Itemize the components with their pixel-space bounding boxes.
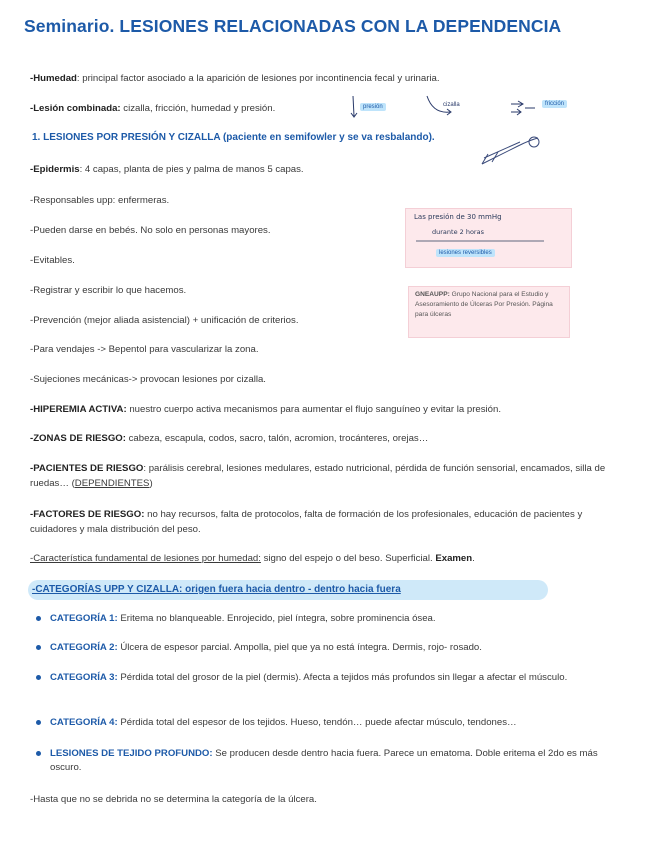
zonas-line	[30, 432, 428, 445]
caracteristica-label: -Característica fundamental de lesiones por humedad:	[30, 553, 261, 564]
page-title: Seminario. LESIONES RELACIONADAS CON LA DEPENDENCIA	[24, 16, 562, 36]
examen-label: Examen	[435, 553, 473, 564]
section-heading-1: 1. LESIONES POR PRESIÓN Y CIZALLA (paciente en semifowler y se va resbalando).	[32, 132, 435, 143]
zonas-label: -ZONAS DE RIESGO:	[30, 433, 126, 444]
sketch-label-presion: presión	[360, 103, 386, 111]
category-text: Se producen desde dentro hacia fuera. Parece un ematoma. Doble eritema el 2do es más oscuro.	[50, 748, 598, 773]
humedad-label: -Humedad	[30, 73, 77, 84]
semifowler-patient-sketch	[478, 134, 548, 170]
sketch-label-friccion: fricción	[542, 100, 567, 108]
pacientes-line	[30, 461, 615, 491]
lesion-combinada-line	[30, 102, 275, 115]
category-text: Úlcera de espesor parcial. Ampolla, piel que ya no está íntegra. Dermis, rojo- rosado.	[117, 642, 482, 653]
hiperemia-line	[30, 403, 501, 416]
epidermis-line	[30, 163, 304, 176]
caracteristica-end: .	[472, 553, 475, 564]
epidermis-label: -Epidermis	[30, 164, 80, 175]
bullet-line: -Registrar y escribir lo que hacemos.	[30, 285, 187, 296]
category-label: CATEGORÍA 1:	[50, 613, 118, 624]
bullet-dot	[36, 675, 41, 680]
factores-label: -FACTORES DE RIESGO:	[30, 509, 145, 520]
category-label: CATEGORÍA 3:	[50, 672, 118, 683]
hiperemia-text: nuestro cuerpo activa mecanismos para aumentar el flujo sanguíneo y evitar la presión.	[126, 404, 502, 415]
bullet-dot	[36, 616, 41, 621]
bullet-dot	[36, 720, 41, 725]
reversible-tag: lesiones reversibles	[436, 249, 495, 257]
bullet-line: -Evitables.	[30, 255, 75, 266]
bullet-line: -Pueden darse en bebés. No solo en personas mayores.	[30, 225, 271, 236]
list-item	[36, 747, 616, 775]
gneaupp-text: Grupo Nacional para el Estudio y Asesoramiento de Úlceras Por Presión. Página para úlceras	[415, 291, 553, 318]
category-text: Eritema no blanqueable. Enrojecido, piel íntegra, sobre prominencia ósea.	[117, 613, 436, 624]
factores-text: no hay recursos, falta de protocolos, falta de formación de los profesionales, educación de pacientes y cuidadores y mala distribución del peso.	[30, 509, 583, 535]
humedad-text: : principal factor asociado a la aparición de lesiones por incontinencia fecal y urinaria.	[76, 73, 440, 84]
zonas-text: cabeza, escapula, codos, sacro, talón, acromion, trocánteres, orejas…	[125, 433, 429, 444]
gneaupp-note	[408, 286, 570, 338]
caracteristica-text: signo del espejo o del beso. Superficial.	[260, 553, 436, 564]
caracteristica-line	[30, 552, 475, 565]
bullet-dot	[36, 751, 41, 756]
category-label: LESIONES DE TEJIDO PROFUNDO:	[50, 748, 213, 759]
final-line: -Hasta que no se debrida no se determina la categoría de la úlcera.	[30, 794, 317, 805]
factores-line	[30, 507, 615, 537]
list-item	[36, 612, 616, 626]
dependientes-term: DEPENDIENTES	[74, 478, 150, 489]
pacientes-label: -PACIENTES DE RIESGO	[30, 463, 144, 474]
bullet-line: -Sujeciones mecánicas-> provocan lesiones por cizalla.	[30, 374, 266, 385]
category-text: Pérdida total del espesor de los tejidos. Hueso, tendón… puede afectar músculo, tendones…	[117, 717, 517, 728]
hiperemia-label: -HIPEREMIA ACTIVA:	[30, 404, 127, 415]
list-item	[36, 641, 616, 655]
bullet-line: -Prevención (mejor aliada asistencial) + unificación de criterios.	[30, 315, 299, 326]
humedad-line	[30, 72, 440, 85]
list-item	[36, 716, 616, 730]
lesion-combinada-text: cizalla, fricción, humedad y presión.	[120, 103, 276, 114]
pressure-note	[405, 208, 572, 268]
sketch-label-cizalla: cizalla	[443, 102, 460, 108]
pressure-note-line2: durante 2 horas	[432, 228, 484, 236]
gneaupp-label: GNEAUPP:	[415, 291, 450, 298]
pacientes-text: : parálisis cerebral, lesiones medulares, estado nutricional, pérdida de función sensorial, encamados, silla de ruedas… (	[30, 463, 606, 489]
category-label: CATEGORÍA 2:	[50, 642, 118, 653]
list-item	[36, 671, 616, 685]
categorias-heading: -CATEGORÍAS UPP Y CIZALLA: origen fuera hacia dentro - dentro hacia fuera	[32, 584, 401, 595]
category-label: CATEGORÍA 4:	[50, 717, 118, 728]
pacientes-close: )	[149, 478, 153, 489]
epidermis-text: : 4 capas, planta de pies y palma de manos 5 capas.	[79, 164, 304, 175]
bullet-line: -Responsables upp: enfermeras.	[30, 195, 170, 206]
bullet-dot	[36, 645, 41, 650]
lesion-combinada-label: -Lesión combinada:	[30, 103, 121, 114]
pressure-note-line1: Las presión de 30 mmHg	[414, 213, 502, 221]
category-text: Pérdida total del grosor de la piel (dermis). Afecta a tejidos más profundos sin llegar a afectar el músculo.	[117, 672, 568, 683]
underline-sketch	[416, 239, 546, 243]
bullet-line: -Para vendajes -> Bepentol para vascularizar la zona.	[30, 344, 259, 355]
